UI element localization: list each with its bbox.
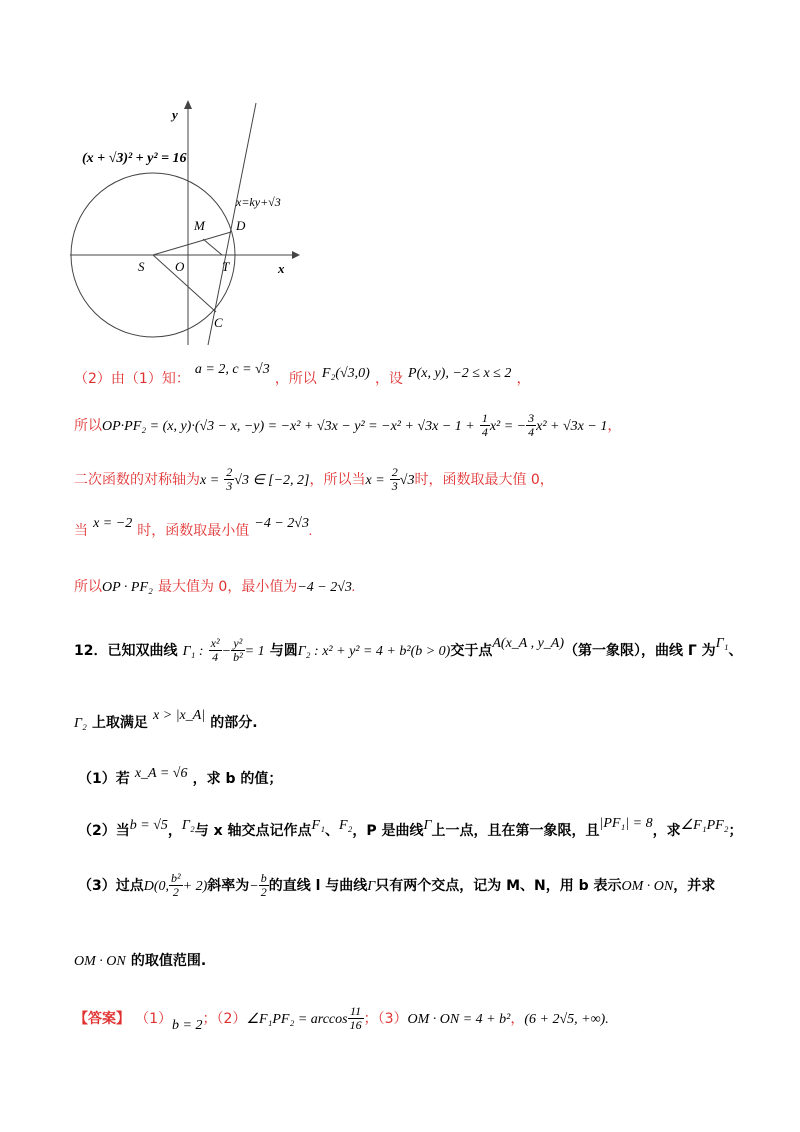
point-M: M xyxy=(194,218,205,233)
text: 时，函数取最大值 0， xyxy=(414,472,554,488)
circle-equation: (x + √3)² + y² = 16 xyxy=(82,151,187,166)
text: （第一象限），曲线 Γ 为 xyxy=(564,643,716,659)
solution-line-5 xyxy=(74,576,355,596)
text: 时，函数取最小值 xyxy=(137,523,250,539)
text: （3）过点 xyxy=(78,878,144,894)
F2: F₂ xyxy=(338,818,353,833)
text: ，求 xyxy=(652,823,681,839)
fraction: $\frac{2}{3}$ xyxy=(226,465,233,493)
text: . xyxy=(351,580,356,595)
angle: ∠F₁PF₂ xyxy=(680,818,729,833)
fraction: $\frac{3}{4}$ xyxy=(528,411,535,439)
text: . xyxy=(308,524,313,539)
fraction: $\frac{\text{b²}}{2}$ xyxy=(171,871,181,899)
expression: x = −2 xyxy=(93,516,133,531)
segment-MN xyxy=(203,239,222,255)
text: 的取值范围. xyxy=(130,953,207,969)
gamma-1: Γ₁ xyxy=(715,636,729,651)
question-3 xyxy=(78,872,715,899)
expression: √3 ∈ [−2, 2] xyxy=(234,473,310,488)
solution-line-1 xyxy=(74,362,531,388)
condition: b = √5 xyxy=(129,818,168,833)
condition: x > |x_A| xyxy=(153,708,206,723)
fraction: $\frac{2}{3}$ xyxy=(391,465,398,493)
text: ，所以 xyxy=(274,371,317,387)
text: ， xyxy=(167,823,182,839)
F1: F₁ xyxy=(311,818,325,833)
point-D: D xyxy=(236,218,246,233)
point-D: D(0, xyxy=(143,879,170,894)
text: . xyxy=(605,1012,609,1027)
dot-product-expansion: OP·PF₂ = (x, y)·(√3 − x, −y) = −x² + √3x − y² = −x² + √3x − 1 + xyxy=(102,419,475,434)
text: 最大值为 0，最小值为 xyxy=(157,579,298,595)
PF1-length: |PF₁| = 8 xyxy=(599,816,653,831)
x-label: x xyxy=(278,261,285,276)
point-C: C xyxy=(214,315,223,330)
answer-label: 【答案】 xyxy=(74,1011,130,1027)
solution-line-2 xyxy=(74,412,621,439)
text: ， xyxy=(516,371,531,387)
point-P-def: P(x, y), −2 ≤ x ≤ 2 xyxy=(408,366,512,381)
condition: x_A = √6 xyxy=(134,766,188,781)
x-axis-arrow xyxy=(292,251,300,259)
fraction: $\frac{b}{2}$ xyxy=(260,871,267,899)
gamma: Γ xyxy=(423,818,432,833)
fraction: $\frac{11}{16}$ xyxy=(349,1004,362,1032)
given-values: a = 2, c = √3 xyxy=(194,362,270,377)
text: 交于点 xyxy=(450,643,493,659)
expression: √3 xyxy=(399,473,415,488)
question-2 xyxy=(78,816,743,840)
text: ，所以当 xyxy=(309,472,366,488)
gamma-2: Γ₂ xyxy=(74,716,87,731)
question-1 xyxy=(78,768,282,788)
answer-3: OM · ON = 4 + b² xyxy=(407,1012,511,1027)
problem-number: 12．已知双曲线 xyxy=(74,643,178,659)
text: 、 xyxy=(324,823,339,839)
minus: − xyxy=(249,879,259,894)
answer-line xyxy=(74,1005,609,1032)
text: 的部分. xyxy=(210,715,258,731)
expression: + 2) xyxy=(182,879,208,894)
text: ，P 是曲线 xyxy=(352,823,424,839)
gamma: Γ xyxy=(367,879,376,894)
question-3-cont xyxy=(74,950,206,970)
text: ， xyxy=(510,1011,525,1027)
dot-product: OP · PF₂ xyxy=(102,580,153,595)
fraction: $\frac{1}{4}$ xyxy=(481,411,488,439)
segment-SD xyxy=(153,232,231,255)
fraction: $\frac{\text{y²}}{\text{b²}}$ xyxy=(233,636,243,664)
circle-eq: Γ₂ : x² + y² = 4 + b²(b > 0) xyxy=(297,644,451,659)
text: 、 xyxy=(728,643,743,659)
text: ，设 xyxy=(374,371,403,387)
geometry-figure xyxy=(60,95,310,350)
text: 二次函数的对称轴为 xyxy=(74,472,200,488)
expression: x = xyxy=(365,473,385,488)
text: （1） xyxy=(135,1011,173,1027)
expression: x² = − xyxy=(489,419,527,434)
text: 的直线 l 与曲线 xyxy=(268,878,368,894)
y-axis-arrow xyxy=(184,100,192,109)
line-l xyxy=(208,103,256,345)
text: （2）当 xyxy=(78,823,130,839)
text: ，并求 xyxy=(673,878,716,894)
focus-F2: F₂(√3,0) xyxy=(321,366,370,381)
point-O: O xyxy=(175,259,185,274)
text: 斜率为 xyxy=(207,878,250,894)
answer-1: b = 2 xyxy=(172,1018,203,1033)
axis-eq: x = xyxy=(200,473,220,488)
point-T: T xyxy=(222,259,230,274)
dot-product: OM · ON xyxy=(74,954,126,969)
text: ， xyxy=(607,418,622,434)
text: （1）若 xyxy=(78,771,130,787)
segment-SC xyxy=(153,255,216,312)
fraction: $\frac{\text{x²}}{4}$ xyxy=(210,636,220,664)
gamma-2: Γ₂ xyxy=(181,818,195,833)
answer-3-range: (6 + 2√5, +∞) xyxy=(524,1012,606,1027)
solution-line-4 xyxy=(74,516,313,540)
min-value: −4 − 2√3 xyxy=(254,516,309,531)
answer-2: ∠F₁PF₂ = arccos xyxy=(246,1012,348,1027)
problem-line-2 xyxy=(74,708,258,732)
line-equation: x=ky+√3 xyxy=(236,195,281,209)
solution-intro: （2）由（1）知： xyxy=(74,371,190,387)
minus: − xyxy=(221,644,232,659)
y-label: y xyxy=(172,107,178,122)
text: ；（2） xyxy=(202,1011,247,1027)
text: 与圆 xyxy=(269,643,298,659)
text: 与 x 轴交点记作点 xyxy=(194,823,312,839)
dot-product: OM · ON xyxy=(621,879,674,894)
expression: x² + √3x − 1 xyxy=(536,419,608,434)
point-S: S xyxy=(138,259,145,274)
hyperbola-name: Γ₁ : xyxy=(182,644,204,659)
solution-line-3 xyxy=(74,466,554,493)
text: ； xyxy=(728,823,743,839)
text: ；（3） xyxy=(363,1011,408,1027)
text: 所以 xyxy=(74,418,102,434)
problem-line-1 xyxy=(74,637,743,664)
text: 上一点，且在第一象限，且 xyxy=(431,823,600,839)
equals-one: = 1 xyxy=(244,644,265,659)
point-A: A(x_A , y_A) xyxy=(492,636,565,651)
min-value: −4 − 2√3 xyxy=(297,580,352,595)
text: 只有两个交点，记为 M、N，用 b 表示 xyxy=(375,878,622,894)
text: 当 xyxy=(74,523,88,539)
text: ，求 b 的值； xyxy=(192,771,283,787)
text: 所以 xyxy=(74,579,102,595)
text: 上取满足 xyxy=(91,715,148,731)
